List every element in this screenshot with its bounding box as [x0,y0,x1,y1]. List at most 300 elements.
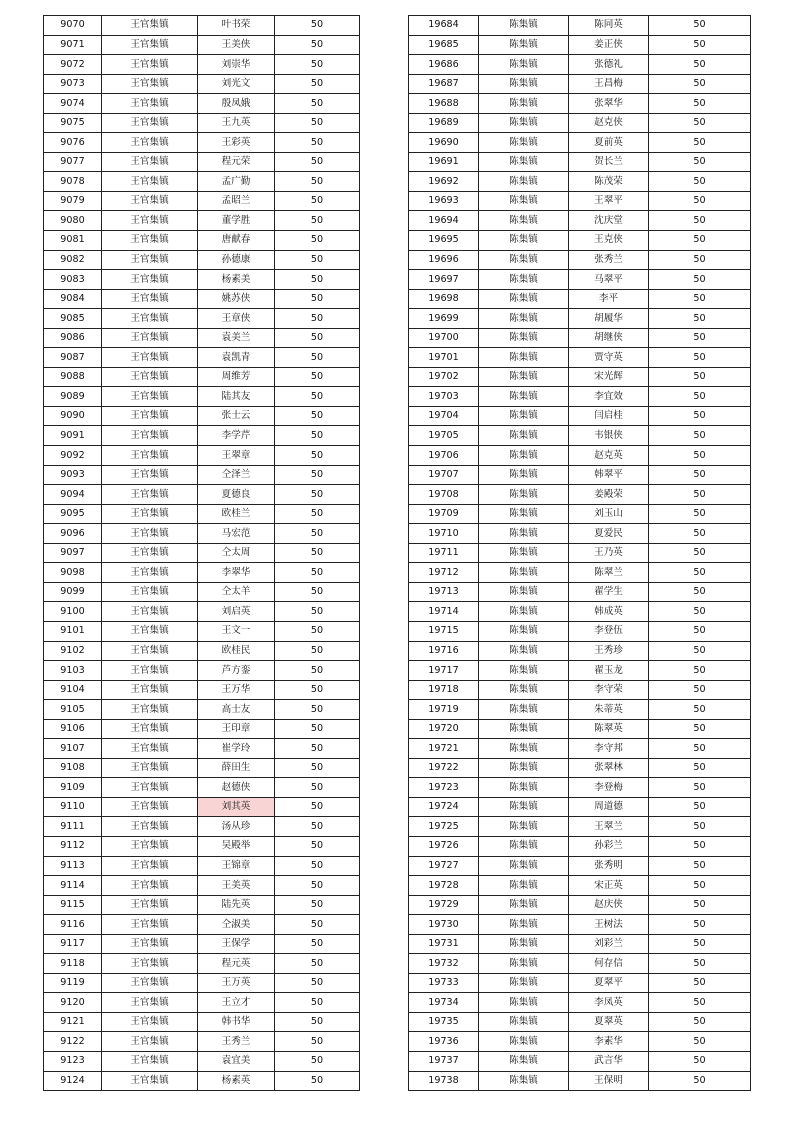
cell-amount: 50 [649,621,751,641]
cell-id: 19726 [409,836,479,856]
cell-id: 9119 [44,973,102,993]
table-row [409,563,751,583]
cell-amount: 50 [275,973,360,993]
cell-id: 9115 [44,895,102,915]
cell-name: 王美英 [198,876,275,896]
cell-name: 仝太周 [198,543,275,563]
table-row [44,152,360,172]
cell-id: 9082 [44,250,102,270]
cell-town: 陈集镇 [479,270,569,290]
cell-id: 9073 [44,74,102,94]
table-row [44,602,360,622]
cell-amount: 50 [275,426,360,446]
cell-amount: 50 [649,641,751,661]
cell-id: 9092 [44,446,102,466]
table-row [44,1012,360,1032]
cell-id: 9091 [44,426,102,446]
cell-name: 陈翠兰 [569,563,649,583]
cell-name: 马翠平 [569,270,649,290]
cell-town: 王官集镇 [102,387,198,407]
cell-amount: 50 [649,16,751,36]
cell-name: 周维芳 [198,367,275,387]
cell-name: 李守邦 [569,739,649,759]
cell-name: 王克侠 [569,231,649,251]
cell-amount: 50 [649,172,751,192]
cell-id: 19725 [409,817,479,837]
cell-id: 19711 [409,543,479,563]
cell-town: 陈集镇 [479,993,569,1013]
table-row [409,328,751,348]
cell-amount: 50 [275,602,360,622]
cell-id: 19722 [409,758,479,778]
table-row [409,426,751,446]
table-row [409,504,751,524]
table-row [409,1051,751,1071]
cell-amount: 50 [275,348,360,368]
cell-name: 孟昭兰 [198,191,275,211]
cell-amount: 50 [649,406,751,426]
table-row [409,309,751,329]
cell-amount: 50 [649,446,751,466]
cell-amount: 50 [649,817,751,837]
cell-id: 19729 [409,895,479,915]
cell-name: 李登伍 [569,621,649,641]
cell-amount: 50 [649,602,751,622]
cell-id: 9079 [44,191,102,211]
cell-name: 陆先英 [198,895,275,915]
cell-id: 9121 [44,1012,102,1032]
cell-town: 王官集镇 [102,524,198,544]
cell-town: 王官集镇 [102,563,198,583]
cell-id: 9104 [44,680,102,700]
cell-amount: 50 [649,94,751,114]
table-row [44,954,360,974]
table-row [44,700,360,720]
cell-town: 王官集镇 [102,426,198,446]
cell-name: 叶书荣 [198,16,275,36]
cell-amount: 50 [275,1012,360,1032]
cell-town: 王官集镇 [102,348,198,368]
cell-town: 陈集镇 [479,739,569,759]
cell-name: 杨素英 [198,1071,275,1091]
cell-town: 陈集镇 [479,700,569,720]
cell-name: 王树法 [569,915,649,935]
cell-town: 王官集镇 [102,16,198,36]
table-row [409,406,751,426]
table-row [409,543,751,563]
table-row [409,74,751,94]
cell-name: 贾守英 [569,348,649,368]
cell-town: 王官集镇 [102,876,198,896]
cell-id: 19736 [409,1032,479,1052]
cell-town: 王官集镇 [102,1071,198,1091]
table-row [44,993,360,1013]
cell-amount: 50 [275,94,360,114]
cell-id: 19688 [409,94,479,114]
table-row [44,270,360,290]
cell-amount: 50 [275,504,360,524]
cell-town: 陈集镇 [479,1051,569,1071]
cell-id: 19717 [409,661,479,681]
cell-id: 9078 [44,172,102,192]
cell-id: 9107 [44,739,102,759]
cell-name: 韩翠平 [569,465,649,485]
cell-town: 陈集镇 [479,504,569,524]
cell-id: 9081 [44,231,102,251]
cell-amount: 50 [649,74,751,94]
cell-town: 陈集镇 [479,934,569,954]
cell-town: 王官集镇 [102,719,198,739]
cell-name: 胡履华 [569,309,649,329]
cell-amount: 50 [275,524,360,544]
cell-name: 赵庆侠 [569,895,649,915]
cell-id: 19727 [409,856,479,876]
cell-amount: 50 [649,250,751,270]
cell-id: 19731 [409,934,479,954]
cell-name: 张翠林 [569,758,649,778]
table-row [44,1032,360,1052]
cell-town: 王官集镇 [102,211,198,231]
table-row [409,954,751,974]
table-row [44,465,360,485]
cell-town: 王官集镇 [102,836,198,856]
cell-name: 殷凤娥 [198,94,275,114]
cell-town: 王官集镇 [102,602,198,622]
cell-name: 欧桂兰 [198,504,275,524]
table-row [44,35,360,55]
cell-amount: 50 [649,191,751,211]
table-row [409,661,751,681]
cell-town: 陈集镇 [479,74,569,94]
cell-town: 王官集镇 [102,915,198,935]
cell-id: 19698 [409,289,479,309]
cell-town: 王官集镇 [102,934,198,954]
table-row [409,524,751,544]
cell-name: 陈同英 [569,16,649,36]
cell-amount: 50 [649,367,751,387]
cell-town: 陈集镇 [479,465,569,485]
cell-name: 孟广勤 [198,172,275,192]
cell-town: 王官集镇 [102,973,198,993]
cell-id: 19735 [409,1012,479,1032]
cell-amount: 50 [649,973,751,993]
cell-amount: 50 [275,836,360,856]
table-row [409,289,751,309]
cell-name-highlighted: 刘其英 [198,797,275,817]
cell-name: 高士友 [198,700,275,720]
table-row [44,191,360,211]
cell-id: 19719 [409,700,479,720]
table-row [409,602,751,622]
table-row [409,641,751,661]
table-row [44,797,360,817]
cell-name: 芦方銮 [198,661,275,681]
cell-town: 王官集镇 [102,700,198,720]
cell-id: 9116 [44,915,102,935]
table-row [409,367,751,387]
cell-name: 袁美兰 [198,328,275,348]
cell-id: 19695 [409,231,479,251]
table-row [409,465,751,485]
cell-amount: 50 [649,1012,751,1032]
cell-id: 19714 [409,602,479,622]
cell-amount: 50 [275,758,360,778]
cell-town: 陈集镇 [479,289,569,309]
cell-amount: 50 [649,895,751,915]
cell-amount: 50 [275,856,360,876]
table-row [44,504,360,524]
cell-amount: 50 [275,16,360,36]
table-row [409,1012,751,1032]
cell-amount: 50 [275,270,360,290]
table-row [409,915,751,935]
table-row [44,446,360,466]
cell-amount: 50 [275,35,360,55]
cell-name: 张秀明 [569,856,649,876]
cell-town: 王官集镇 [102,778,198,798]
table-row [409,934,751,954]
table-row [409,446,751,466]
cell-id: 19713 [409,582,479,602]
cell-town: 陈集镇 [479,954,569,974]
cell-name: 韦银侠 [569,426,649,446]
cell-town: 陈集镇 [479,641,569,661]
table-row [409,191,751,211]
cell-amount: 50 [649,1051,751,1071]
cell-name: 夏翠平 [569,973,649,993]
table-row [409,993,751,1013]
cell-town: 陈集镇 [479,758,569,778]
cell-id: 19728 [409,876,479,896]
cell-town: 王官集镇 [102,641,198,661]
table-row [44,485,360,505]
cell-id: 19696 [409,250,479,270]
cell-name: 王章侠 [198,309,275,329]
cell-name: 王昌梅 [569,74,649,94]
cell-id: 9080 [44,211,102,231]
cell-id: 19712 [409,563,479,583]
cell-id: 19690 [409,133,479,153]
cell-name: 刘启英 [198,602,275,622]
cell-id: 19687 [409,74,479,94]
cell-id: 9072 [44,55,102,75]
cell-name: 薛田生 [198,758,275,778]
table-row [44,543,360,563]
cell-name: 孙彩兰 [569,836,649,856]
cell-name: 刘玉山 [569,504,649,524]
cell-id: 19689 [409,113,479,133]
cell-amount: 50 [649,778,751,798]
cell-amount: 50 [649,231,751,251]
cell-town: 王官集镇 [102,621,198,641]
table-row [409,387,751,407]
table-row [44,328,360,348]
cell-name: 姜殿荣 [569,485,649,505]
cell-name: 王翠平 [569,191,649,211]
table-row [44,133,360,153]
cell-amount: 50 [275,113,360,133]
cell-amount: 50 [275,621,360,641]
cell-town: 陈集镇 [479,35,569,55]
cell-amount: 50 [275,680,360,700]
table-row [409,973,751,993]
cell-id: 9112 [44,836,102,856]
table-row [44,231,360,251]
cell-town: 王官集镇 [102,35,198,55]
cell-id: 9074 [44,94,102,114]
cell-id: 9094 [44,485,102,505]
cell-id: 19684 [409,16,479,36]
cell-id: 9122 [44,1032,102,1052]
cell-amount: 50 [649,954,751,974]
cell-name: 胡继侠 [569,328,649,348]
table-row [44,172,360,192]
cell-name: 李平 [569,289,649,309]
cell-name: 夏前英 [569,133,649,153]
cell-id: 9123 [44,1051,102,1071]
cell-amount: 50 [275,895,360,915]
cell-amount: 50 [649,152,751,172]
cell-id: 19709 [409,504,479,524]
cell-amount: 50 [649,1032,751,1052]
cell-amount: 50 [275,1071,360,1091]
cell-town: 陈集镇 [479,661,569,681]
cell-id: 19738 [409,1071,479,1091]
cell-id: 9106 [44,719,102,739]
table-row [44,1051,360,1071]
cell-id: 19705 [409,426,479,446]
table-row [44,524,360,544]
table-row [44,55,360,75]
cell-town: 陈集镇 [479,387,569,407]
cell-town: 陈集镇 [479,1032,569,1052]
cell-amount: 50 [649,915,751,935]
cell-town: 王官集镇 [102,797,198,817]
cell-town: 王官集镇 [102,446,198,466]
table-row [409,133,751,153]
cell-id: 9110 [44,797,102,817]
cell-amount: 50 [275,700,360,720]
cell-name: 王万英 [198,973,275,993]
cell-name: 夏德良 [198,485,275,505]
cell-town: 陈集镇 [479,309,569,329]
cell-town: 王官集镇 [102,582,198,602]
table-row [409,348,751,368]
cell-name: 李素华 [569,1032,649,1052]
cell-amount: 50 [275,250,360,270]
cell-amount: 50 [275,211,360,231]
cell-amount: 50 [275,915,360,935]
cell-amount: 50 [649,661,751,681]
cell-id: 9114 [44,876,102,896]
cell-amount: 50 [275,133,360,153]
cell-id: 19732 [409,954,479,974]
cell-name: 仝泽兰 [198,465,275,485]
cell-name: 何存信 [569,954,649,974]
table-row [44,387,360,407]
cell-id: 19694 [409,211,479,231]
cell-amount: 50 [275,661,360,681]
cell-town: 王官集镇 [102,231,198,251]
cell-amount: 50 [275,563,360,583]
cell-name: 汤从珍 [198,817,275,837]
cell-id: 19710 [409,524,479,544]
cell-id: 19737 [409,1051,479,1071]
table-row [44,426,360,446]
cell-id: 9101 [44,621,102,641]
cell-id: 19697 [409,270,479,290]
cell-town: 王官集镇 [102,1012,198,1032]
cell-town: 陈集镇 [479,778,569,798]
table-row [409,16,751,36]
cell-id: 19708 [409,485,479,505]
cell-town: 陈集镇 [479,719,569,739]
cell-name: 崔学玲 [198,739,275,759]
right-table-body [409,16,751,1091]
cell-town: 陈集镇 [479,797,569,817]
cell-town: 王官集镇 [102,55,198,75]
cell-name: 张翠华 [569,94,649,114]
cell-id: 9095 [44,504,102,524]
cell-name: 王美侠 [198,35,275,55]
cell-town: 陈集镇 [479,191,569,211]
cell-amount: 50 [275,309,360,329]
table-row [44,621,360,641]
cell-id: 9093 [44,465,102,485]
table-row [44,113,360,133]
cell-amount: 50 [275,543,360,563]
cell-id: 9083 [44,270,102,290]
table-row [409,680,751,700]
table-row [409,94,751,114]
table-row [44,895,360,915]
cell-amount: 50 [275,797,360,817]
cell-town: 陈集镇 [479,16,569,36]
cell-id: 19704 [409,406,479,426]
cell-amount: 50 [649,1071,751,1091]
cell-town: 陈集镇 [479,836,569,856]
cell-name: 王保学 [198,934,275,954]
table-row [409,55,751,75]
cell-town: 王官集镇 [102,270,198,290]
cell-name: 唐献春 [198,231,275,251]
cell-id: 9086 [44,328,102,348]
cell-amount: 50 [275,993,360,1013]
cell-name: 夏爱民 [569,524,649,544]
cell-amount: 50 [275,191,360,211]
cell-name: 闫启桂 [569,406,649,426]
cell-amount: 50 [649,309,751,329]
cell-id: 9109 [44,778,102,798]
cell-town: 陈集镇 [479,856,569,876]
cell-name: 李学芹 [198,426,275,446]
cell-amount: 50 [275,485,360,505]
cell-town: 王官集镇 [102,954,198,974]
cell-name: 张秀兰 [569,250,649,270]
cell-amount: 50 [649,211,751,231]
cell-town: 王官集镇 [102,485,198,505]
cell-name: 孙德康 [198,250,275,270]
cell-town: 陈集镇 [479,621,569,641]
cell-amount: 50 [649,524,751,544]
cell-id: 9087 [44,348,102,368]
cell-town: 王官集镇 [102,817,198,837]
cell-amount: 50 [275,289,360,309]
table-row [409,719,751,739]
table-row [44,719,360,739]
cell-name: 赵德侠 [198,778,275,798]
table-row [44,1071,360,1091]
